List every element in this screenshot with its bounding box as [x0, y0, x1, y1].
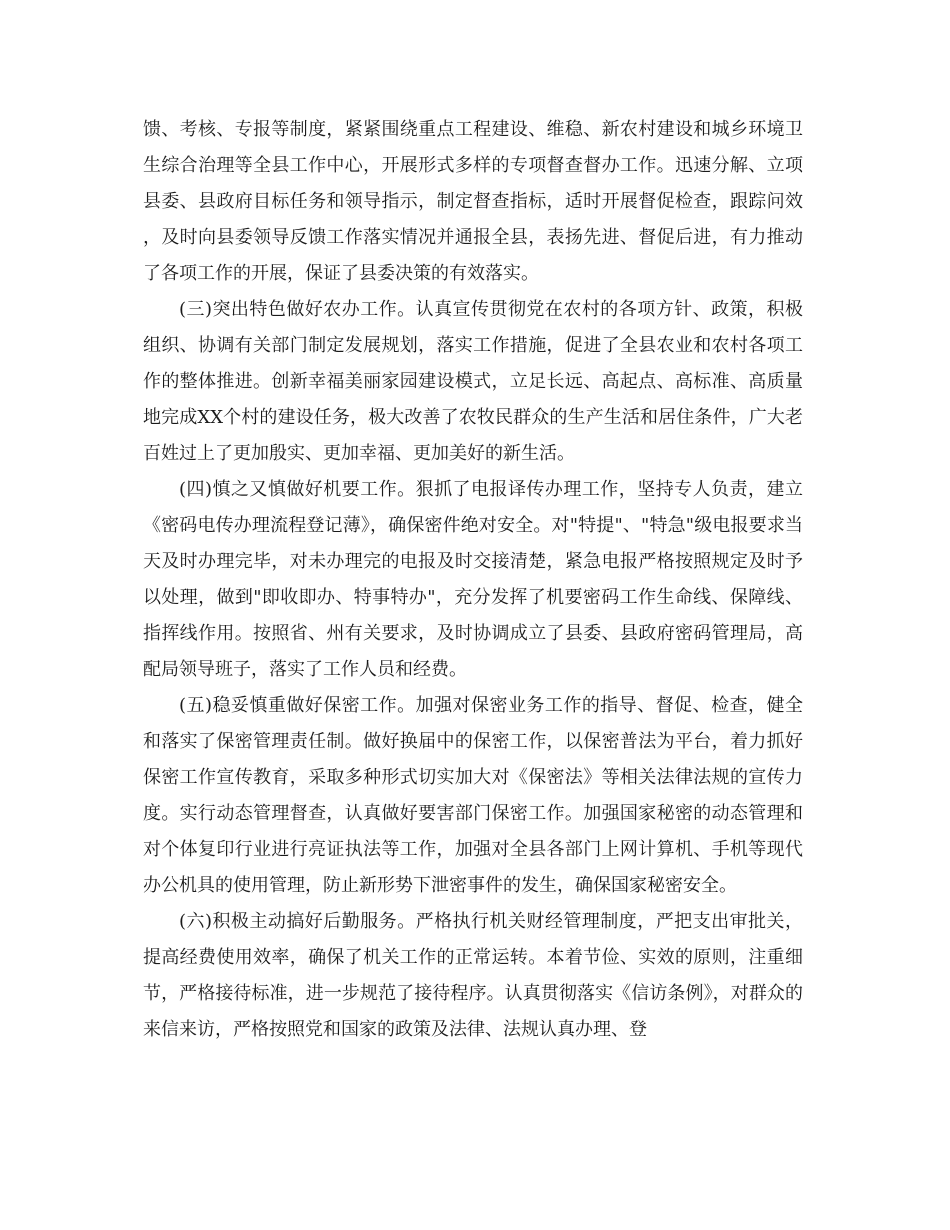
paragraph-section-6: (六)积极主动搞好后勤服务。严格执行机关财经管理制度，严把支出审批关，提高经费使用效率，确保了机关工作的正常运转。本着节俭、实效的原则，注重细节，严格接待标准，进一步规范了接待程序。认真贯彻落实《信访条例》，对群众的来信来访，严格按照党和国家的政策及法律、法规认真办理、登	[143, 911, 803, 1040]
paragraph-continuation: 馈、考核、专报等制度，紧紧围绕重点工程建设、维稳、新农村建设和城乡环境卫生综合治理等全县工作中心，开展形式多样的专项督查督办工作。迅速分解、立项县委、县政府目标任务和领导指示，制定督查指标，适时开展督促检查，跟踪问效，及时向县委领导反馈工作落实情况并通报全县，表扬先进、督促后进，有力推动了各项工作的开展，保证了县委决策的有效落实。	[143, 119, 803, 284]
paragraph-section-5: (五)稳妥慎重做好保密工作。加强对保密业务工作的指导、督促、检查，健全和落实了保密管理责任制。做好换届中的保密工作，以保密普法为平台，着力抓好保密工作宣传教育，采取多种形式切实加大对《保密法》等相关法律法规的宣传力度。实行动态管理督查，认真做好要害部门保密工作。加强国家秘密的动态管理和对个体复印行业进行亮证执法等工作，加强对全县各部门上网计算机、手机等现代办公机具的使用管理，防止新形势下泄密事件的发生，确保国家秘密安全。	[143, 695, 803, 896]
paragraph-section-3: (三)突出特色做好农办工作。认真宣传贯彻党在农村的各项方针、政策，积极组织、协调有关部门制定发展规划，落实工作措施，促进了全县农业和农村各项工作的整体推进。创新幸福美丽家园建设模式，立足长远、高起点、高标准、高质量地完成XX个村的建设任务，极大改善了农牧民群众的生产生活和居住条件，广大老百姓过上了更加殷实、更加幸福、更加美好的新生活。	[143, 299, 803, 464]
paragraph-section-4: (四)慎之又慎做好机要工作。狠抓了电报译传办理工作，坚持专人负责，建立《密码电传办理流程登记薄》，确保密件绝对安全。对"特提"、"特急"级电报要求当天及时办理完毕，对未办理完的电报及时交接清楚，紧急电报严格按照规定及时予以处理，做到"即收即办、特事特办"，充分发挥了机要密码工作生命线、保障线、指挥线作用。按照省、州有关要求，及时协调成立了县委、县政府密码管理局，高配局领导班子，落实了工作人员和经费。	[143, 479, 803, 680]
document-body	[143, 112, 803, 1048]
